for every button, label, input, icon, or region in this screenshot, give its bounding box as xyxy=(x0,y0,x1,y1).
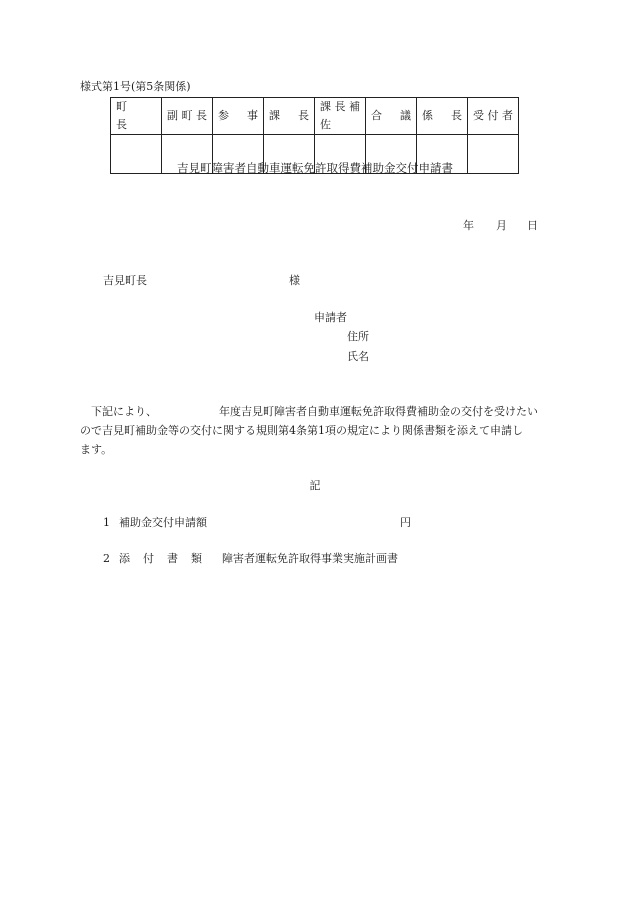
item-2-value: 障害者運転免許取得事業実施計画書 xyxy=(222,552,398,565)
document-title: 吉見町障害者自動車運転免許取得費補助金交付申請書 xyxy=(177,161,453,175)
item-1-label: 補助金交付申請額 xyxy=(119,516,207,529)
approval-header-cell: 副町長 xyxy=(162,98,213,135)
approval-header-cell: 課長補佐 xyxy=(315,98,366,135)
body-line1-start: 下記により、 xyxy=(91,405,157,418)
approval-header-cell: 課 長 xyxy=(264,98,315,135)
applicant-label: 申請者 xyxy=(314,311,347,324)
date-month: 月 xyxy=(496,219,507,232)
body-line1-end: 年度吉見町障害者自動車運転免許取得費補助金の交付を受けたい xyxy=(219,405,538,418)
body-line-2: ので吉見町補助金等の交付に関する規則第4条第1項の規定により関係書類を添えて申請し xyxy=(80,424,523,437)
item-2-label: 添付書類 xyxy=(119,552,215,565)
addressee-name: 吉見町長 xyxy=(103,274,147,287)
date-line xyxy=(463,219,538,233)
approval-header-cell: 参 事 xyxy=(213,98,264,135)
date-year: 年 xyxy=(463,219,474,232)
applicant-name-label: 氏名 xyxy=(347,350,369,363)
approval-header-cell: 合 議 xyxy=(366,98,417,135)
body-line-3: ます。 xyxy=(80,443,113,456)
approval-header-cell: 受付者 xyxy=(468,98,519,135)
body-line-1 xyxy=(80,402,550,421)
approval-header-cell: 町 長 xyxy=(111,98,162,135)
ki-heading: 記 xyxy=(309,479,321,492)
item-1-number: 1 xyxy=(103,516,110,529)
date-day: 日 xyxy=(527,219,538,232)
applicant-address-label: 住所 xyxy=(347,330,369,343)
addressee-honorific: 様 xyxy=(289,274,300,287)
approval-header-cell: 係 長 xyxy=(417,98,468,135)
form-number: 様式第1号(第5条関係) xyxy=(80,80,191,93)
body-paragraph xyxy=(80,402,550,459)
item-1-unit: 円 xyxy=(400,516,411,529)
item-2-number: 2 xyxy=(103,552,110,565)
approval-header-row xyxy=(111,98,519,135)
